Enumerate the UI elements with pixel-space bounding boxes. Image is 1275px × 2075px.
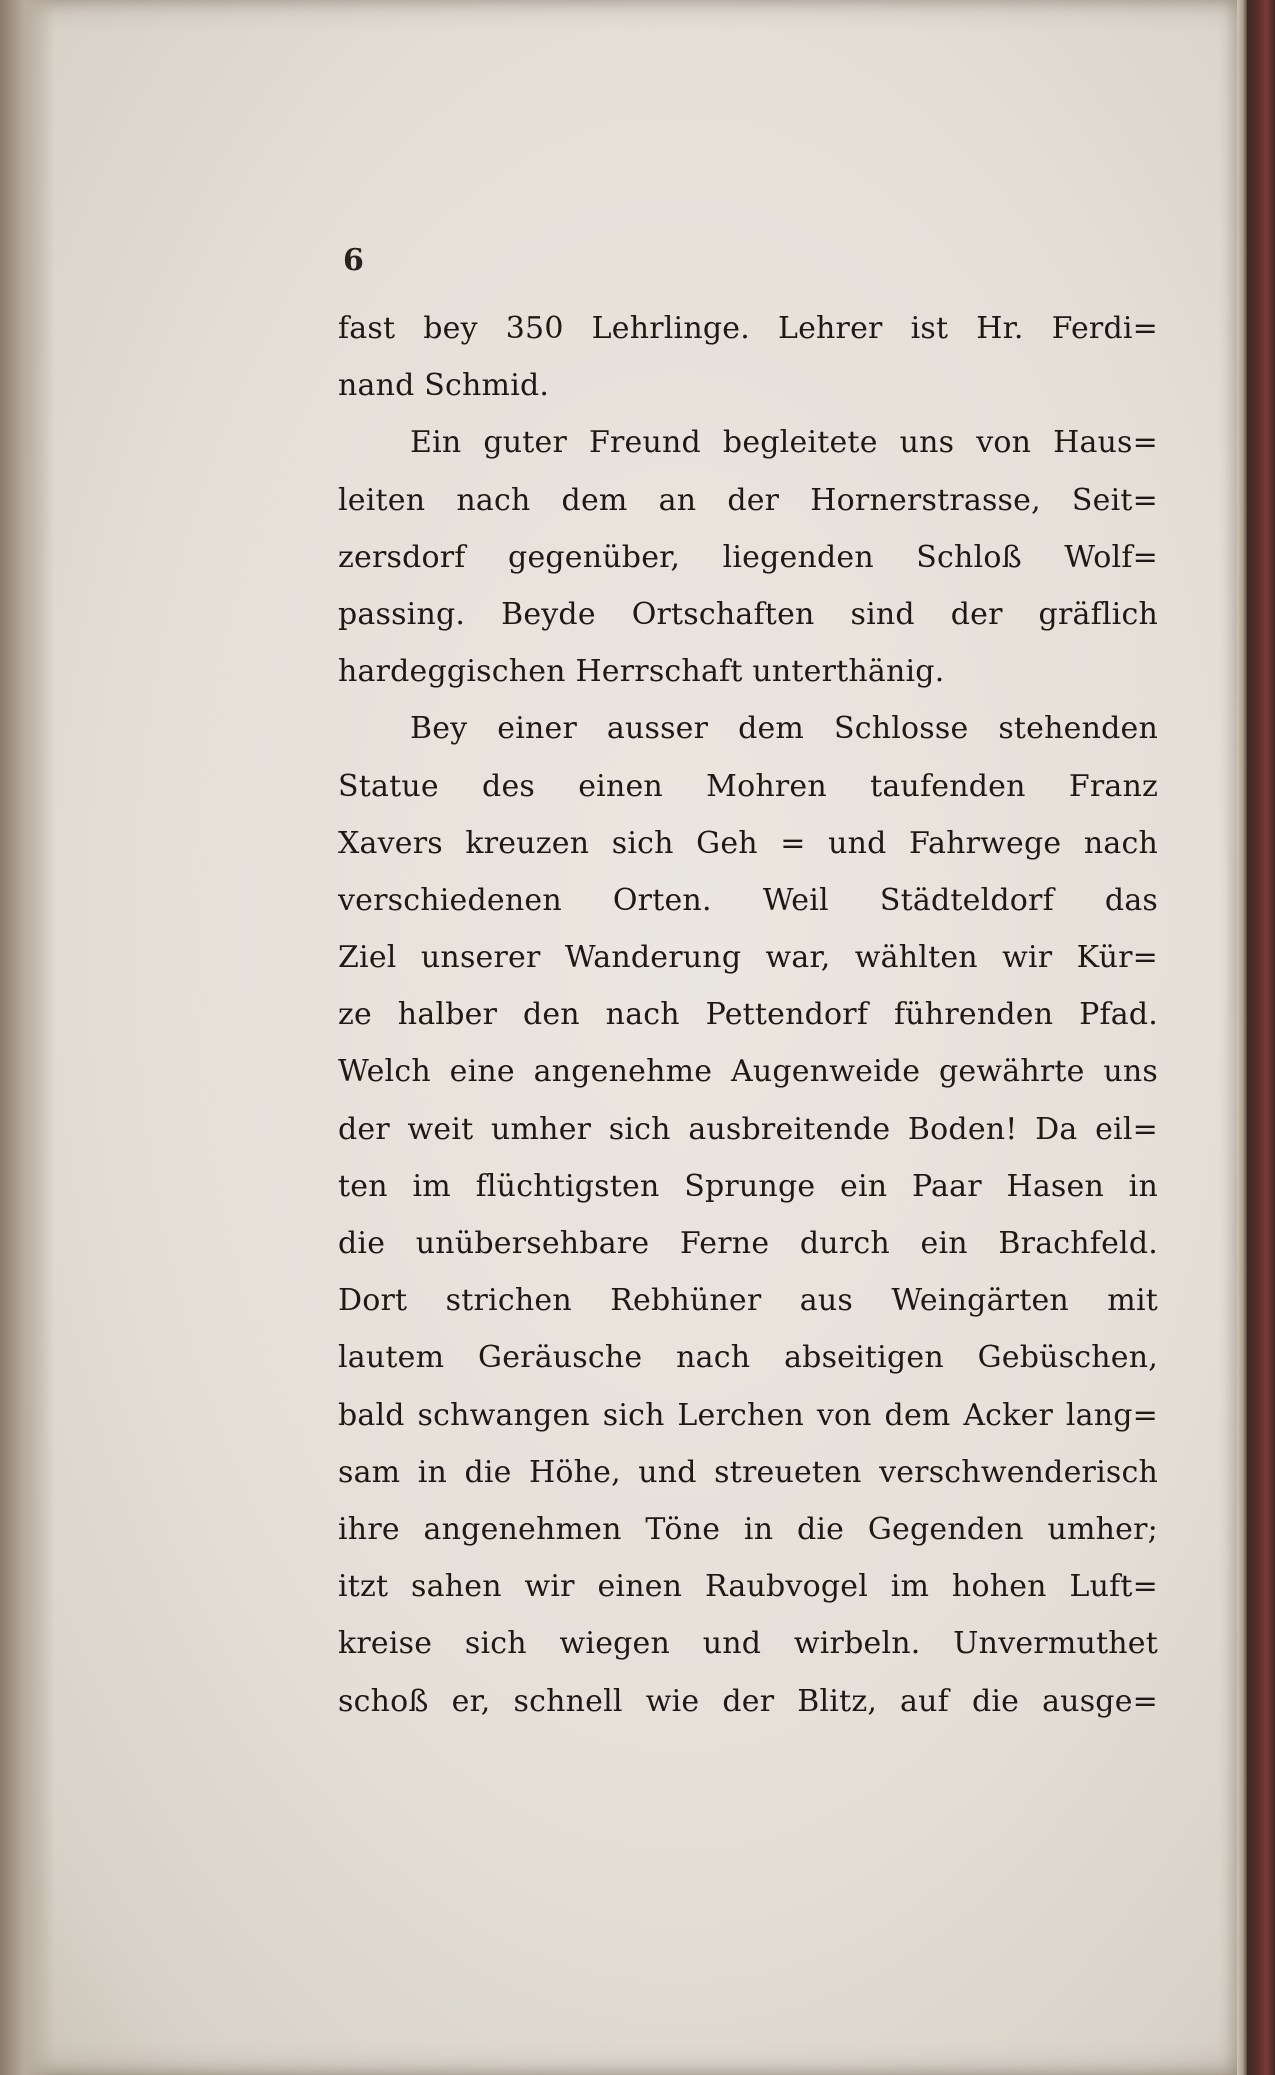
text-line: leiten nach dem an der Hornerstrasse, Seit= <box>338 482 1158 518</box>
page-edge <box>1237 0 1247 2075</box>
text-line: Statue des einen Mohren taufenden Franz <box>338 768 1158 804</box>
page-gutter-shadow <box>0 0 55 2075</box>
text-line: ten im flüchtigsten Sprunge ein Paar Hasen in <box>338 1168 1158 1204</box>
text-line: itzt sahen wir einen Raubvogel im hohen Luft= <box>338 1569 1158 1605</box>
text-line: Xavers kreuzen sich Geh = und Fahrwege nach <box>338 825 1158 861</box>
text-line: lautem Geräusche nach abseitigen Gebüschen, <box>338 1340 1158 1376</box>
text-line: bald schwangen sich Lerchen von dem Acker lang= <box>338 1397 1158 1433</box>
text-line: kreise sich wiegen und wirbeln. Unvermuthet <box>338 1626 1158 1662</box>
page-number: 6 <box>343 243 364 278</box>
text-line: Ein guter Freund begleitete uns von Haus= <box>410 425 1158 461</box>
text-line: Ziel unserer Wanderung war, wählten wir Kür= <box>338 940 1158 976</box>
text-line: der weit umher sich ausbreitende Boden! Da eil= <box>338 1111 1158 1147</box>
text-line: ze halber den nach Pettendorf führenden Pfad. <box>338 997 1158 1033</box>
text-line: sam in die Höhe, und streueten verschwenderisch <box>338 1454 1158 1490</box>
text-line: Dort strichen Rebhüner aus Weingärten mit <box>338 1283 1158 1319</box>
text-line: passing. Beyde Ortschaften sind der gräflich <box>338 596 1158 632</box>
text-line: ihre angenehmen Töne in die Gegenden umher; <box>338 1511 1158 1547</box>
text-line: schoß er, schnell wie der Blitz, auf die ausge= <box>338 1683 1158 1719</box>
book-cover-edge <box>1247 0 1275 2075</box>
page-text-block <box>338 300 1158 1730</box>
text-line: Welch eine angenehme Augenweide gewährte uns <box>338 1054 1158 1090</box>
text-line: hardeggischen Herrschaft unterthänig. <box>338 654 945 690</box>
text-line: die unübersehbare Ferne durch ein Brachfeld. <box>338 1226 1158 1261</box>
text-line: verschiedenen Orten. Weil Städteldorf das <box>338 882 1158 918</box>
text-line: fast bey 350 Lehrlinge. Lehrer ist Hr. Ferdi= <box>338 311 1158 346</box>
text-line: nand Schmid. <box>338 368 550 404</box>
text-line: zersdorf gegenüber, liegenden Schloß Wolf= <box>338 539 1158 575</box>
text-line: Bey einer ausser dem Schlosse stehenden <box>410 711 1158 747</box>
